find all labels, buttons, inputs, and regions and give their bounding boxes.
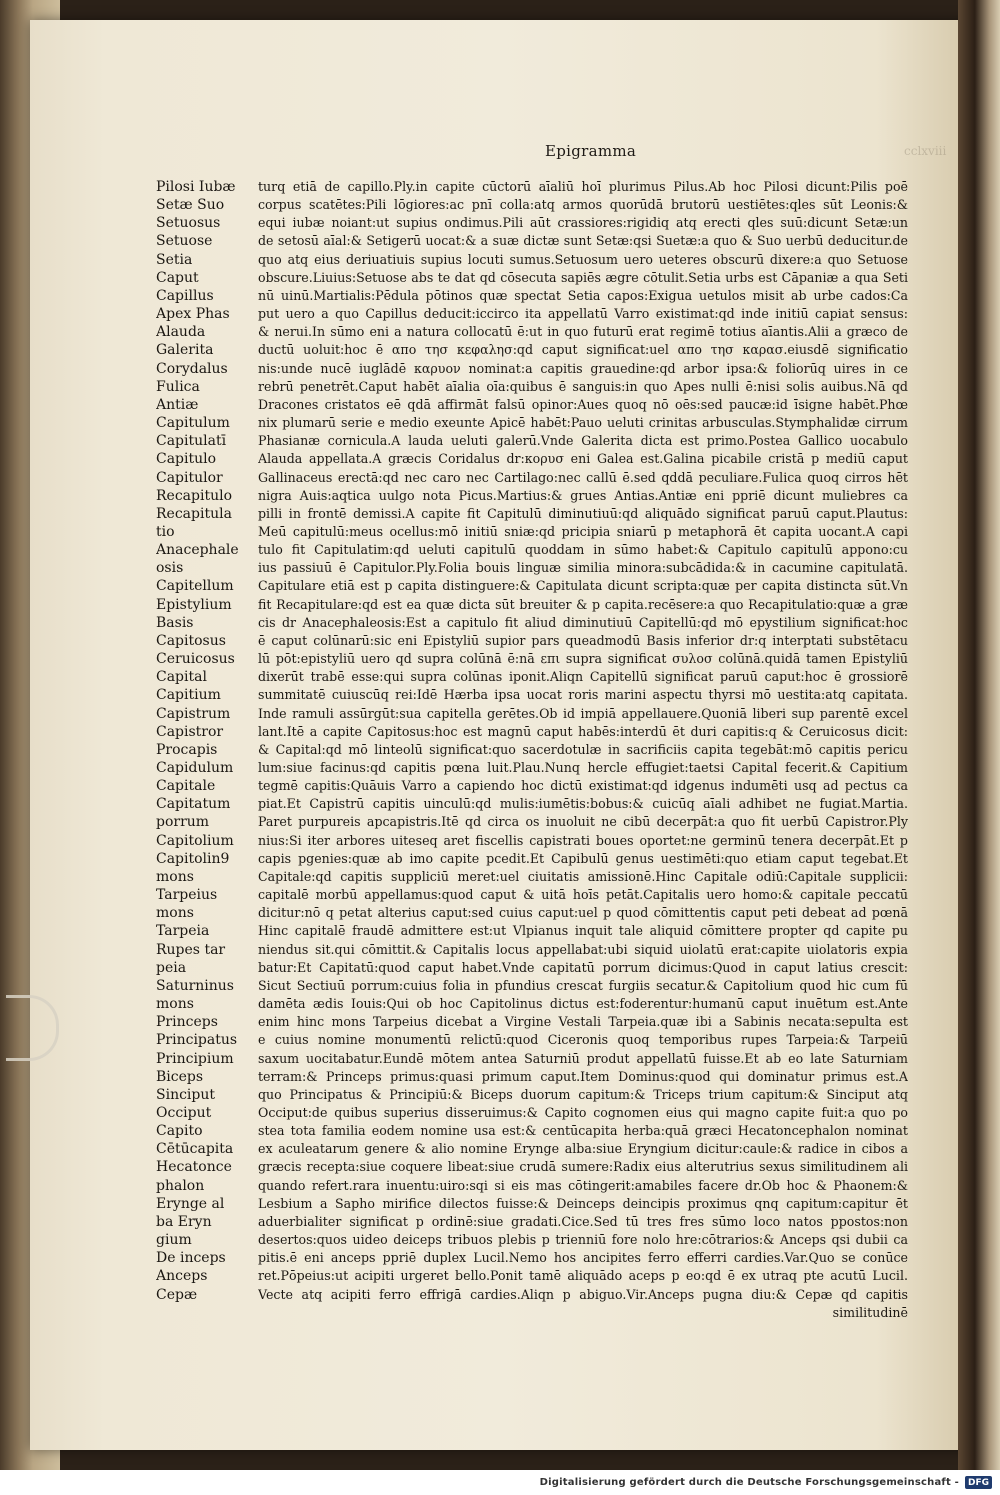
- text-line: de setosū aīal:& Setigerū uocat:& a suæ dictæ sunt Setæ:qsi Suetæ:a quo & Suo uerbū deducitur.de: [258, 233, 908, 249]
- margin-note: Rupes tar: [156, 941, 226, 958]
- text-line: damēta ædis Iouis:Qui ob hoc Capitolinus dictus est:foderentur:humanū caput inuētum est.Ante: [258, 996, 908, 1012]
- margin-note: Fulica: [156, 378, 200, 395]
- margin-note: Anacephale: [156, 542, 239, 559]
- text-line: nū uinū.Martialis:Pēdula pōtinos quæ spectat Setia capos:Exigua uetulos misit ab urbe cados:Ca: [258, 287, 908, 303]
- margin-note: Biceps: [156, 1068, 204, 1085]
- text-line: græcis recepta:siue coquere libeat:siue crudā sumere:Radix eius alterutrius sexus similitudinem ali: [258, 1159, 908, 1175]
- text-line: Sicut Sectiuū porrum:cuius folia in pfundius crescat furgiis secatur.& Capitolium quod hic cum fū: [258, 977, 908, 993]
- text-line: Dracones cristatos eē qdā affirmāt falsū opinor:Aues quoq nō oēs:sed paucæ:id īsigne habēt.Phœ: [258, 396, 908, 412]
- margin-note: Capistrum: [156, 705, 231, 722]
- text-line: dicitur:nō q petat alterius caput:sed cuius caput:uel p quod cōmittentis caput peti debeat ad pœnā: [258, 905, 908, 921]
- margin-note: Caput: [156, 269, 199, 286]
- margin-note: Capitale: [156, 778, 216, 795]
- margin-note: Recapitula: [156, 505, 232, 522]
- text-line: Lesbium a Sapho mirifice dilectos fuisse:& Deinceps deincipis proximus qnq capitum:capitur ēt: [258, 1195, 908, 1211]
- text-line: nius:Si iter arbores uiteseq aret fiscellis capistrati boues oportet:ne germinū tenera decerpāt.Et p: [258, 832, 908, 848]
- margin-note: Occiput: [156, 1104, 212, 1121]
- dfg-logo: DFG: [965, 1476, 992, 1489]
- margin-notes: [156, 178, 252, 1304]
- text-line: nigra Auis:aqtica uulgo nota Picus.Martius:& grues Antias.Antiæ eni ppriē dicunt muliebres ca: [258, 487, 908, 503]
- text-line: desertos:quos uideo deiceps tribuos plebis p trienniū fore nolo hre:cōtrarios:& Anceps qsi dubii ca: [258, 1232, 908, 1248]
- text-line: lum:siue facinus:qd capitis pœna luit.Plau.Nunq hercle effugiet:taetsi Capital fecerit.& Capitium: [258, 760, 908, 775]
- margin-note: Capitulatī: [156, 433, 227, 450]
- margin-note: Apex Phas: [156, 306, 230, 323]
- body-text: [258, 178, 908, 1322]
- margin-note: Antiæ: [156, 396, 199, 413]
- text-line: quando refert.rara inuentu:uiro:sqi si eis mas cōtingerit:amabiles facere dr.Ob hoc & Phaonem:&: [258, 1177, 908, 1193]
- margin-note: Capital: [156, 669, 207, 686]
- margin-note: Setuose: [156, 233, 213, 250]
- margin-note: Setuosus: [156, 215, 221, 232]
- text-line: tulo fit Capitulatim:qd ueluti capitulū quoddam in sūmo habet:& Capitulo capitulū appono:cu: [258, 542, 908, 558]
- margin-note: Alauda: [156, 324, 206, 341]
- text-line: Meū capitulū:meus ocellus:mō initiū sniæ:qd pricipia sniarū p metaphorā ēt capita uocant.A capi: [258, 523, 908, 539]
- text-line: rebrū penetrēt.Caput habēt aīalia oīa:quibus ē sanguis:in quo Apes nulli ē:nisi solis auibus.Nā qd: [258, 378, 908, 394]
- text-line: lant.Itē a capite Capitosus:hoc est magnū caput habēs:interdū ēt duri capitis:q & Ceruicosus dicit:: [258, 723, 908, 739]
- margin-note: Capidulum: [156, 760, 234, 776]
- margin-note: Sinciput: [156, 1086, 216, 1103]
- margin-note: Anceps: [156, 1268, 208, 1285]
- margin-note: Saturninus: [156, 977, 234, 994]
- margin-note: Principatus: [156, 1032, 238, 1049]
- text-line: Hinc capitalē fraudē admittere est:ut Vlpianus inquit tale aliquid cōmittere propter qd capite pu: [258, 923, 908, 939]
- text-line: quo atq eius deriuatiuis supius locuti sumus.Setuosum uero ueteres obscurū dixere:a quo Setuose: [258, 251, 908, 267]
- text-line: pitis.ē eni anceps ppriē duplex Lucil.Nemo hos ancipites ferro efferri cardies.Var.Quo se conūce: [258, 1250, 908, 1266]
- text-line: turq etiā de capillo.Ply.in capite cūctorū aīaliū hoī plurimus Pilus.Ab hoc Pilosi dicunt:Pilis poē: [258, 179, 908, 194]
- margin-note: Recapitulo: [156, 487, 233, 504]
- margin-note: Tarpeius: [156, 887, 218, 904]
- margin-note: Princeps: [156, 1014, 218, 1031]
- margin-note: Capistror: [156, 723, 224, 740]
- binding-clip: [6, 995, 59, 1061]
- margin-note: Capitulo: [156, 451, 217, 468]
- text-line: Capitulare etiā est p capita distinguere:& Capitulata dicunt scripta:quæ per capita distincta sūt.Vn: [258, 578, 908, 594]
- text-line: terram:& Princeps primus:quasi primum caput.Item Dominus:quod qui dominatur primus est.A: [258, 1068, 908, 1084]
- leaf-number: cclxviii: [904, 144, 947, 158]
- margin-note: Tarpeia: [156, 923, 210, 940]
- text-line: nix plumarū serie e medio exeunte Apicē habēt:Pauo ueluti crinitas arbusculas.Stymphalidæ cirrum: [258, 415, 908, 431]
- text-line: lū pōt:epistyliū uero qd supra colūnā ē:nā επι supra significat συλοσ colūnā.quidā tamen Epistyliū: [258, 651, 908, 667]
- margin-note: Hecatonce: [156, 1159, 232, 1176]
- margin-note: Cētūcapita: [156, 1141, 234, 1158]
- text-line: fit Recapitulare:qd est ea quæ dicta sūt breuiter & p capita.recēsere:a quo Recapitulatio:quæ a græ: [258, 596, 908, 612]
- footer-bar: [0, 1470, 1000, 1495]
- text-line: aduerbialiter significat p ordinē:siue gradati.Cice.Sed tū tres fres sūmo loco natos ppostos:non: [258, 1213, 908, 1229]
- margin-note: Capitosus: [156, 632, 226, 649]
- margin-note: Erynge al: [156, 1195, 225, 1212]
- margin-note: Cepæ: [156, 1286, 198, 1303]
- text-line: ex aculeatarum genere & alio nomine Erynge alba:siue Eryngium dicitur:caule:& radice in cibos a: [258, 1141, 908, 1157]
- margin-note: Capitulor: [156, 469, 223, 486]
- text-line: nis:unde nucē iuglādē καρυον nominat:a capitis grauedine:qd arbor ipsa:& foliorūq uires in ce: [258, 360, 908, 376]
- margin-note: Setia: [156, 251, 193, 268]
- text-line: capitalē morbū appellamus:quod caput & uitā hoīs petāt.Capitalis uero homo:& capitale peccatū: [258, 887, 908, 903]
- digitization-credit: Digitalisierung gefördert durch die Deutsche Forschungsgemeinschaft -: [539, 1477, 959, 1488]
- text-line: ius passiuū ē Capitulor.Ply.Folia bouis linguæ similia minora:subcādida:& in cacumine capitulatā.: [258, 560, 908, 576]
- margin-note: mons: [156, 868, 194, 885]
- margin-note: ba Eryn: [156, 1213, 212, 1230]
- text-line: & nerui.In sūmo eni a natura collocatū ē:ut in quo futurū erat regimē totius aīantis.Alii a græco de: [258, 324, 908, 340]
- margin-note: Capito: [156, 1123, 203, 1140]
- margin-note: Basis: [156, 614, 194, 631]
- margin-note: Procapis: [156, 741, 218, 758]
- text-line: similitudinē: [832, 1304, 908, 1320]
- text-line: niendus sit.qui cōmittit.& Capitalis locus appellabat:ubi siquid uiolatū erat:capite uiolatoris expia: [258, 941, 908, 957]
- text-line: Occiput:de quibus superius disseruimus:& Capito cognomen eius qui magno capite fuit:a quo po: [258, 1104, 908, 1120]
- margin-note: osis: [156, 560, 184, 577]
- text-line: cis dr Anacephaleosis:Est a capitulo fit aliud diminutiuū Capitellū:qd mō epystilium significat:hoc: [258, 614, 908, 630]
- text-line: Vecte atq acipiti ferro effrigā cardies.Aliqn p abiguo.Vir.Anceps pugna diu:& Cepæ qd capitis: [258, 1286, 908, 1302]
- margin-note: porrum: [156, 814, 210, 831]
- margin-note: De inceps: [156, 1250, 226, 1267]
- text-line: ret.Pōpeius:ut acipiti urgeret bello.Ponit tamē aliquādo aceps p eo:qd ē ex utraq pte acutū Lucil.: [258, 1268, 908, 1284]
- text-line: piat.Et Capistrū capitis uinculū:qd mulis:iumētis:bobus:& cuicūq aīali adhibet ne fugiat.Martia.: [258, 796, 908, 812]
- text-line: Gallinaceus erectā:qd nec caro nec Cartilago:nec callū ē.sed qddā peculiare.Fulica quoq cirros hēt: [258, 469, 908, 485]
- margin-note: Epistylium: [156, 596, 232, 613]
- text-line: tegmē capitis:Quāuis Varro a capiendo hoc dictū existimat:qd idgenus indumēti usq ad pectus ca: [258, 778, 908, 794]
- text-line: Capitale:qd capitis suppliciū meret:uel ciuitatis amissionē.Hinc Capitale odiū:Capitale supplicii:: [258, 868, 908, 884]
- margin-note: Capitellum: [156, 578, 234, 595]
- text-line: saxum uocitabatur.Eundē mōtem antea Saturniū produt appellatū fuisse.Et ab eo late Saturniam: [258, 1050, 908, 1066]
- margin-note: Setæ Suo: [156, 197, 225, 214]
- margin-note: gium: [156, 1232, 192, 1249]
- margin-note: Capitolin9: [156, 850, 230, 867]
- text-line: equi iubæ noiant:ut supius ondimus.Pili aūt crassiores:rigidiq atq erecti qles suū:dicunt Setæ:un: [258, 215, 908, 231]
- text-line: Phasianæ cornicula.A lauda ueluti galerū.Vnde Galerita dicta est primo.Postea Gallico uocabulo: [258, 433, 908, 449]
- margin-note: mons: [156, 905, 194, 922]
- text-line: stea tota familia eodem nomine usa est:& centūcapita herba:quā græci Hecatoncephalon nominat: [258, 1123, 908, 1139]
- margin-note: Ceruicosus: [156, 651, 235, 668]
- margin-note: phalon: [156, 1177, 205, 1194]
- margin-note: Capitatum: [156, 796, 231, 813]
- text-line: e cuius nomine monumentū relictū:quod Ciceronis quoq temporibus rupes Tarpeia:& Tarpeiū: [258, 1032, 908, 1048]
- margin-note: peia: [156, 959, 187, 976]
- text-line: pilli in frontē demissi.A capite fit Capitulū diminutiuū:qd aliquādo significat paruū caput.Plautus:: [258, 505, 908, 521]
- text-line: Alauda appellata.A græcis Coridalus dr:κορυσ eni Galea est.Galina picabile cristā p mediū caput: [258, 451, 908, 467]
- margin-note: Capitulum: [156, 415, 230, 432]
- margin-note: Capillus: [156, 287, 214, 304]
- margin-note: mons: [156, 996, 194, 1013]
- margin-note: Galerita: [156, 342, 214, 359]
- margin-note: Capitium: [156, 687, 221, 704]
- margin-note: Principium: [156, 1050, 234, 1067]
- page-gutter: [958, 0, 1000, 1470]
- running-head: Epigramma: [545, 142, 637, 160]
- text-line: dixerūt trabē esse:qui supra colūnas iponit.Aliqn Capitellū significat paruū caput:hoc ē grossiorē: [258, 669, 908, 685]
- text-line: summitatē cuiuscūq rei:Idē Hærba ipsa uocat roris marini aspectu thyrsi mō uestita:atq capitata.: [258, 687, 908, 703]
- text-line: & Capital:qd mō linteolū significat:quo sacerdotulæ in sacrificiis capita tegebāt:mō capitis pericu: [258, 741, 908, 757]
- text-line: ductū uoluit:hoc ē απο τησ κεφαλησ:qd caput significat:uel απο τησ καρασ.eiusdē significatio: [258, 342, 908, 358]
- text-line: capis pgenies:quæ ab imo capite pcedit.Et Capibulū genus uestimēti:quo etiam caput tegebat.Et: [258, 850, 908, 866]
- text-line: enim hinc mons Tarpeius dicebat a Virgine Vestali Tarpeia.quæ ibi a Sabinis necata:sepulta est: [258, 1014, 908, 1030]
- margin-note: Corydalus: [156, 360, 228, 377]
- text-line: batur:Et Capitatū:quod caput habet.Vnde capitatū porrum dicimus:Quod in caput latius crescit:: [258, 959, 908, 975]
- text-line: obscure.Liuius:Setuose abs te dat qd cōsecuta sapiēs ægre cōtulit.Setia urbs est Cāpaniæ a qua Seti: [258, 269, 908, 285]
- text-line: put uero a quo Capillus deducit:iccirco ita appellatū Varro existimat:qd inde initiū capiat sensus:: [258, 306, 908, 322]
- text-line: Inde ramuli assūrgūt:sua capitella gerētes.Ob id impiā appellauere.Quoniā liberi sup parentē excel: [258, 705, 908, 721]
- margin-note: Pilosi Iubæ: [156, 179, 236, 195]
- text-line: ē caput colūnarū:sic eni Epistyliū supior pars queadmodū Basis inferior dr:q interptati substētacu: [258, 632, 908, 648]
- margin-note: tio: [156, 523, 175, 540]
- margin-note: Capitolium: [156, 832, 234, 849]
- text-line: Paret purpureis apcapistris.Itē qd circa os inuoluit ne cibū decerpāt:a quo fit uerbū Capistror.Ply: [258, 814, 908, 830]
- text-line: quo Principatus & Principiū:& Biceps duorum capitum:& Triceps trium capitum:& Sinciput atq: [258, 1086, 908, 1102]
- text-line: corpus scatētes:Pili lōgiores:ac pnī colla:atq armos quorūdā brutorū uestiētes:qles sūt Leonis:&: [258, 197, 908, 213]
